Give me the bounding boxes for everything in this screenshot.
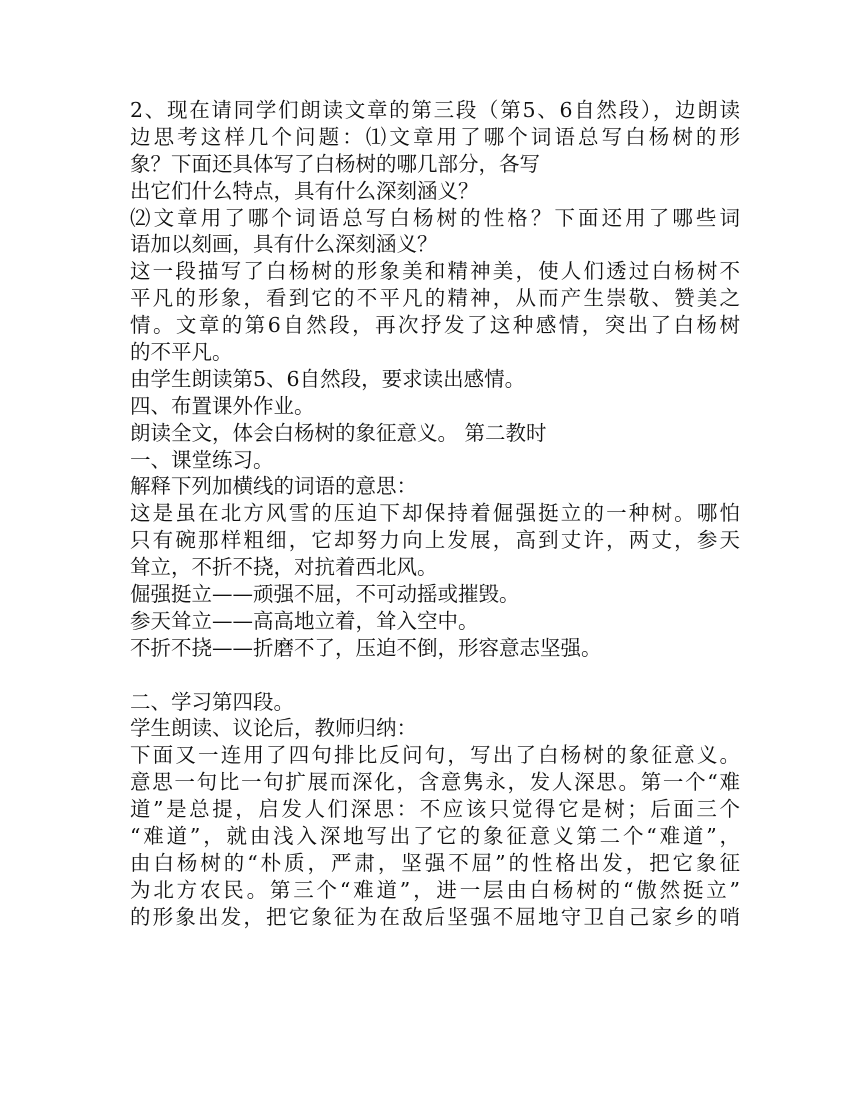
text-line: 为北方农民。第三个“难道”，进一层由白杨树的“傲然挺立” [130,877,740,902]
text-line: 由学生朗读第5、6自然段，要求读出感情。 [130,366,526,391]
text-line: 出它们什么特点，具有什么深刻涵义？ [130,178,479,203]
blank-line [130,662,740,689]
text-line: 解释下列加横线的词语的意思： [130,474,417,499]
text-line: 意思一句比一句扩展而深化，含意隽永，发人深思。第一个“难 [130,770,740,795]
text-line: 耸立，不折不挠，对抗着西北风。 [130,555,438,580]
text-line: 朗读全文，体会白杨树的象征意义。 第二教时 [130,420,547,445]
document-body [130,97,740,931]
text-line: 道”是总提，启发人们深思：不应该只觉得它是树；后面三个 [130,797,740,822]
text-line: 边思考这样几个问题：⑴文章用了哪个词语总写白杨树的形 [130,124,740,149]
text-line: 2、现在请同学们朗读文章的第三段（第5、6自然段），边朗读 [130,98,740,122]
text-line: 倔强挺立——顽强不屈，不可动摇或摧毁。 [130,582,520,607]
text-line: 二、学习第四段。 [130,689,294,714]
text-line: 一、课堂练习。 [130,447,274,472]
text-line: ⑵文章用了哪个词语总写白杨树的性格？下面还用了哪些词 [130,205,740,230]
text-line: 这一段描写了白杨树的形象美和精神美，使人们透过白杨树不 [130,259,740,284]
text-line: 只有碗那样粗细，它却努力向上发展，高到丈许，两丈，参天 [130,528,740,553]
text-line: 平凡的形象，看到它的不平凡的精神，从而产生崇敬、赞美之 [130,286,740,311]
text-line: 参天耸立——高高地立着，耸入空中。 [130,608,479,633]
text-line: 四、布置课外作业。 [130,393,315,418]
text-line: 象？下面还具体写了白杨树的哪几部分，各写 [130,151,540,176]
text-line: 不折不挠——折磨不了，压迫不倒，形容意志坚强。 [130,635,602,660]
text-line: 由白杨树的“朴质，严肃，坚强不屈”的性格出发，把它象征 [130,850,740,875]
text-line: 语加以刻画，具有什么深刻涵义？ [130,232,438,257]
text-line: 的形象出发，把它象征为在敌后坚强不屈地守卫自己家乡的哨 [130,904,740,929]
text-line: 的不平凡。 [130,340,233,365]
text-line: 学生朗读、议论后，教师归纳： [130,716,417,741]
text-line: 情。文章的第6自然段，再次抒发了这种感情，突出了白杨树 [130,313,740,338]
text-line: 这是虽在北方风雪的压迫下却保持着倔强挺立的一种树。哪怕 [130,501,740,526]
text-line: 下面又一连用了四句排比反问句，写出了白杨树的象征意义。 [130,743,740,768]
text-line: “难道”，就由浅入深地写出了它的象征意义第二个“难道”， [130,824,740,849]
